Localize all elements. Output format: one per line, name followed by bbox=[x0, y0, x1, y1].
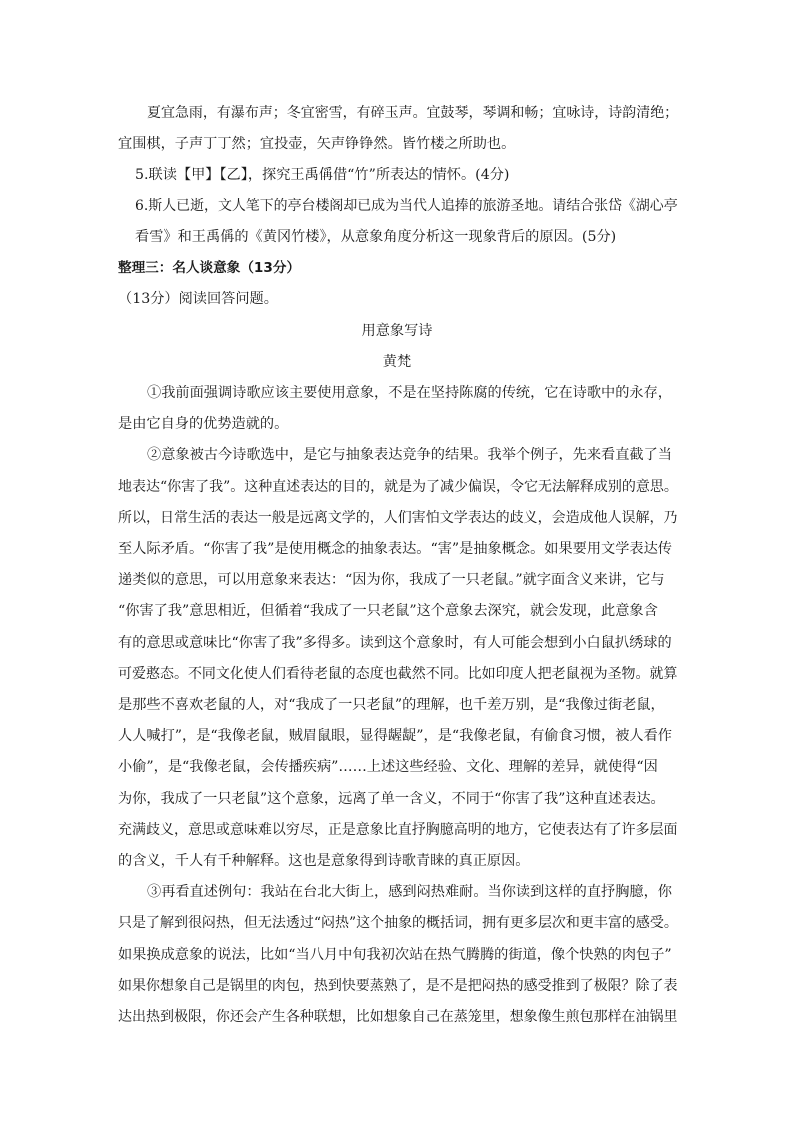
article-line: 地表达“你害了我”。这种直述表达的目的，就是为了减少偏误，令它无法解释成别的意思。 bbox=[118, 478, 678, 495]
article-line: 人人喊打”，是“我像老鼠，贼眉鼠眼，显得龌龊”，是“我像老鼠，有偷食习惯，被人看作 bbox=[118, 728, 672, 745]
article-line: 所以，日常生活的表达一般是远离文学的，人们害怕文学表达的歧义，会造成他人误解，乃 bbox=[118, 509, 678, 526]
article-line: 达出热到极限，你还会产生各种联想，比如想象自己在蒸笼里，想象像生煎包那样在油锅里 bbox=[118, 1009, 678, 1025]
article-author: 黄梵 bbox=[382, 354, 412, 370]
intro-line-1: 夏宜急雨，有瀑布声；冬宜密雪，有碎玉声。宜鼓琴，琴调和畅；宜咏诗，诗韵清绝； bbox=[147, 105, 679, 121]
article-line: 是由它自身的优势造就的。 bbox=[118, 416, 289, 433]
article-line: 小偷”，是“我像老鼠，会传播疾病”……上述这些经验、文化、理解的差异，就使得“因 bbox=[118, 759, 658, 776]
article-line: 的含义，千人有千种解释。这也是意象得到诗歌青睐的真正原因。 bbox=[118, 853, 530, 869]
article-line: 是那些不喜欢老鼠的人，对“我成了一只老鼠”的理解，也千差万别，是“我像过街老鼠， bbox=[118, 697, 665, 713]
article-line: 可爱憨态。不同文化使人们看待老鼠的态度也截然不同。比如印度人把老鼠视为圣物。就算 bbox=[118, 665, 678, 682]
article-line: 如果换成意象的说法，比如“当八月中旬我初次站在热气腾腾的街道，像个快熟的肉包子” bbox=[118, 946, 672, 963]
article-line: “你害了我”意思相近，但循着“我成了一只老鼠”这个意象去深究，就会发现，此意象含 bbox=[118, 603, 658, 620]
article-line: 有的意思或意味比“你害了我”多得多。读到这个意象时，有人可能会想到小白鼠扒绣球的 bbox=[118, 634, 672, 651]
article-line: 为你，我成了一只老鼠”这个意象，远离了单一含义，不同于“你害了我”这种直述表达。 bbox=[118, 790, 665, 807]
question-6-line-2: 看雪》和王禹偁的《黄冈竹楼》，从意象角度分析这一现象背后的原因。(5分) bbox=[135, 229, 617, 245]
article-line: 至人际矛盾。“你害了我”是使用概念的抽象表达。“害”是抽象概念。如果要用文学表达传 bbox=[118, 541, 672, 557]
article-line: 递类似的意思，可以用意象来表达：“因为你，我成了一只老鼠。”就字面含义来讲，它与 bbox=[118, 572, 665, 589]
article-line: ③再看直述例句：我站在台北大街上，感到闷热难耐。当你读到这样的直抒胸臆，你 bbox=[147, 884, 672, 901]
section-heading: 整理三：名人谈意象（13分） bbox=[118, 260, 301, 276]
section-instruction: （13分）阅读回答问题。 bbox=[118, 291, 278, 307]
article-title: 用意象写诗 bbox=[361, 323, 433, 339]
question-6-line-1: 6.斯人已逝，文人笔下的亭台楼阁却已成为当代人追捧的旅游圣地。请结合张岱《湖心亭 bbox=[135, 198, 678, 214]
intro-line-2: 宜围棋，子声丁丁然；宜投壶，矢声铮铮然。皆竹楼之所助也。 bbox=[118, 136, 516, 152]
article-line: 如果你想象自己是锅里的肉包，热到快要蒸熟了，是不是把闷热的感受推到了极限？除了表 bbox=[118, 977, 678, 994]
article-line: 只是了解到很闷热，但无法透过“闷热”这个抽象的概括词，拥有更多层次和更丰富的感受。 bbox=[118, 915, 678, 932]
article-line: ①我前面强调诗歌应该主要使用意象，不是在坚持陈腐的传统，它在诗歌中的永存， bbox=[147, 385, 672, 401]
article-line: 充满歧义，意思或意味难以穷尽，正是意象比直抒胸臆高明的地方，它使表达有了许多层面 bbox=[118, 821, 678, 838]
article-line: ②意象被古今诗歌选中，是它与抽象表达竞争的结果。我举个例子，先来看直截了当 bbox=[147, 447, 672, 464]
question-5: 5.联读【甲】【乙】，探究王禹偁借“竹”所表达的情怀。(4分) bbox=[135, 167, 510, 183]
